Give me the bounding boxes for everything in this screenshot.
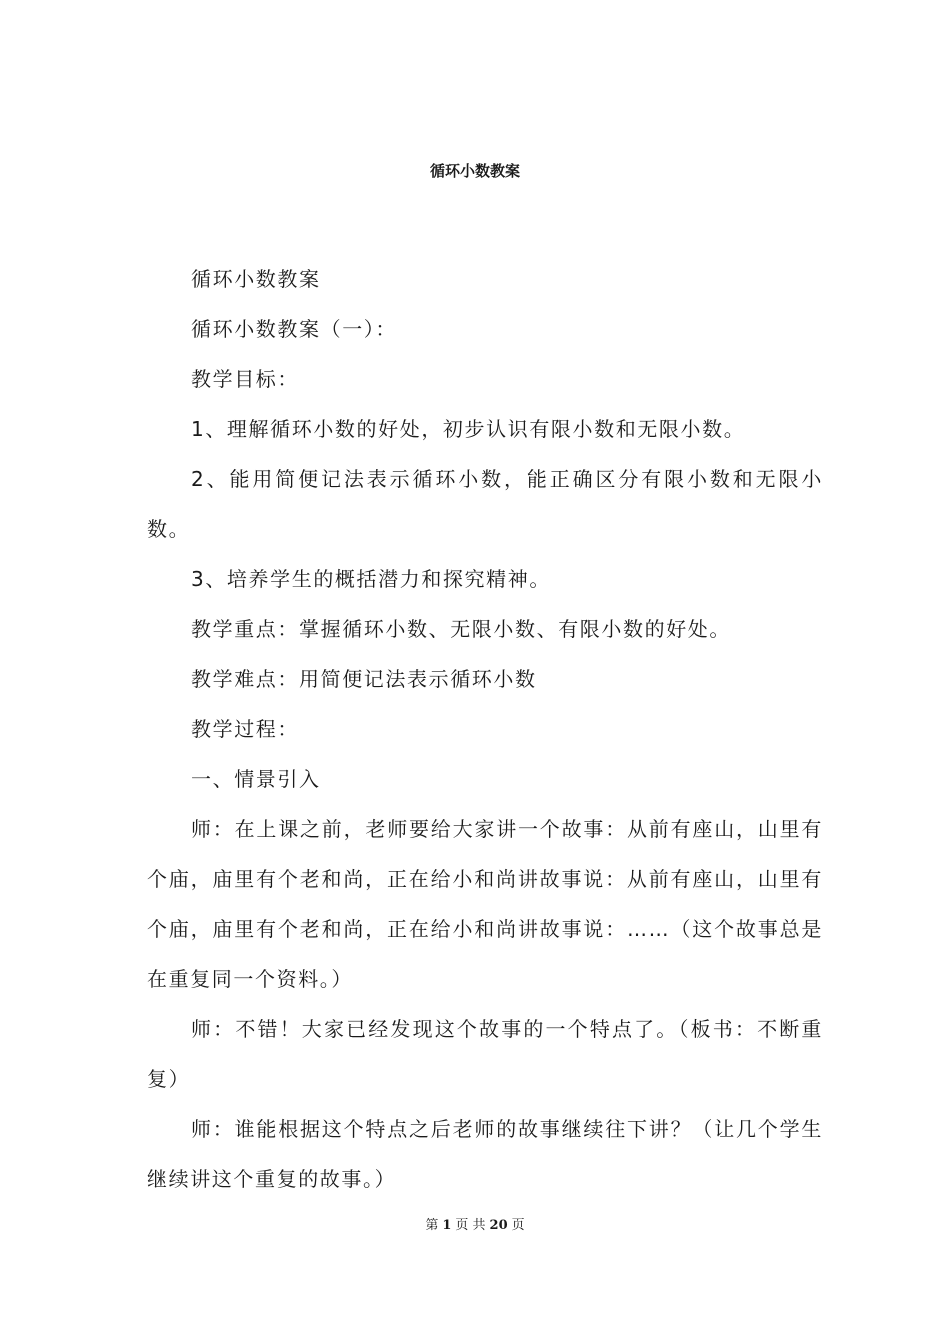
footer-suffix: 页: [511, 1218, 525, 1233]
document-body: [147, 254, 823, 1204]
paragraph-objective-1: 1、理解循环小数的好处，初步认识有限小数和无限小数。: [191, 417, 746, 441]
paragraph-objective-2: 2、能用简便记法表示循环小数，能正确区分有限小数和无限小数。: [147, 467, 823, 541]
document-title: 循环小数教案: [429, 162, 520, 180]
paragraph-heading: 循环小数教案: [191, 267, 321, 291]
paragraph-difficulty: 教学难点：用简便记法表示循环小数: [191, 667, 537, 691]
page-footer: [0, 1216, 950, 1236]
paragraph-key-point: 教学重点：掌握循环小数、无限小数、有限小数的好处。: [191, 617, 731, 641]
paragraph-section-title: 循环小数教案（一）：: [191, 317, 397, 341]
paragraph-teacher-question: 师：谁能根据这个特点之后老师的故事继续往下讲？（让几个学生继续讲这个重复的故事。）: [147, 1117, 823, 1191]
footer-total-pages: 20: [489, 1218, 508, 1233]
paragraph-objective-3: 3、培养学生的概括潜力和探究精神。: [191, 567, 551, 591]
paragraph-teacher-praise: 师：不错！大家已经发现这个故事的一个特点了。（板书：不断重复）: [147, 1017, 823, 1091]
footer-prefix: 第: [425, 1218, 439, 1233]
paragraph-objectives-label: 教学目标：: [191, 367, 299, 391]
paragraph-story: 师：在上课之前，老师要给大家讲一个故事：从前有座山，山里有个庙，庙里有个老和尚，正在给小和尚讲故事说：从前有座山，山里有个庙，庙里有个老和尚，正在给小和尚讲故事说：……（这个故事总是在重复同一个资料。）: [147, 817, 823, 991]
footer-mid: 页 共: [455, 1218, 486, 1233]
paragraph-process-label: 教学过程：: [191, 717, 299, 741]
paragraph-section-one: 一、情景引入: [191, 767, 321, 791]
footer-page-number: 1: [442, 1218, 452, 1233]
